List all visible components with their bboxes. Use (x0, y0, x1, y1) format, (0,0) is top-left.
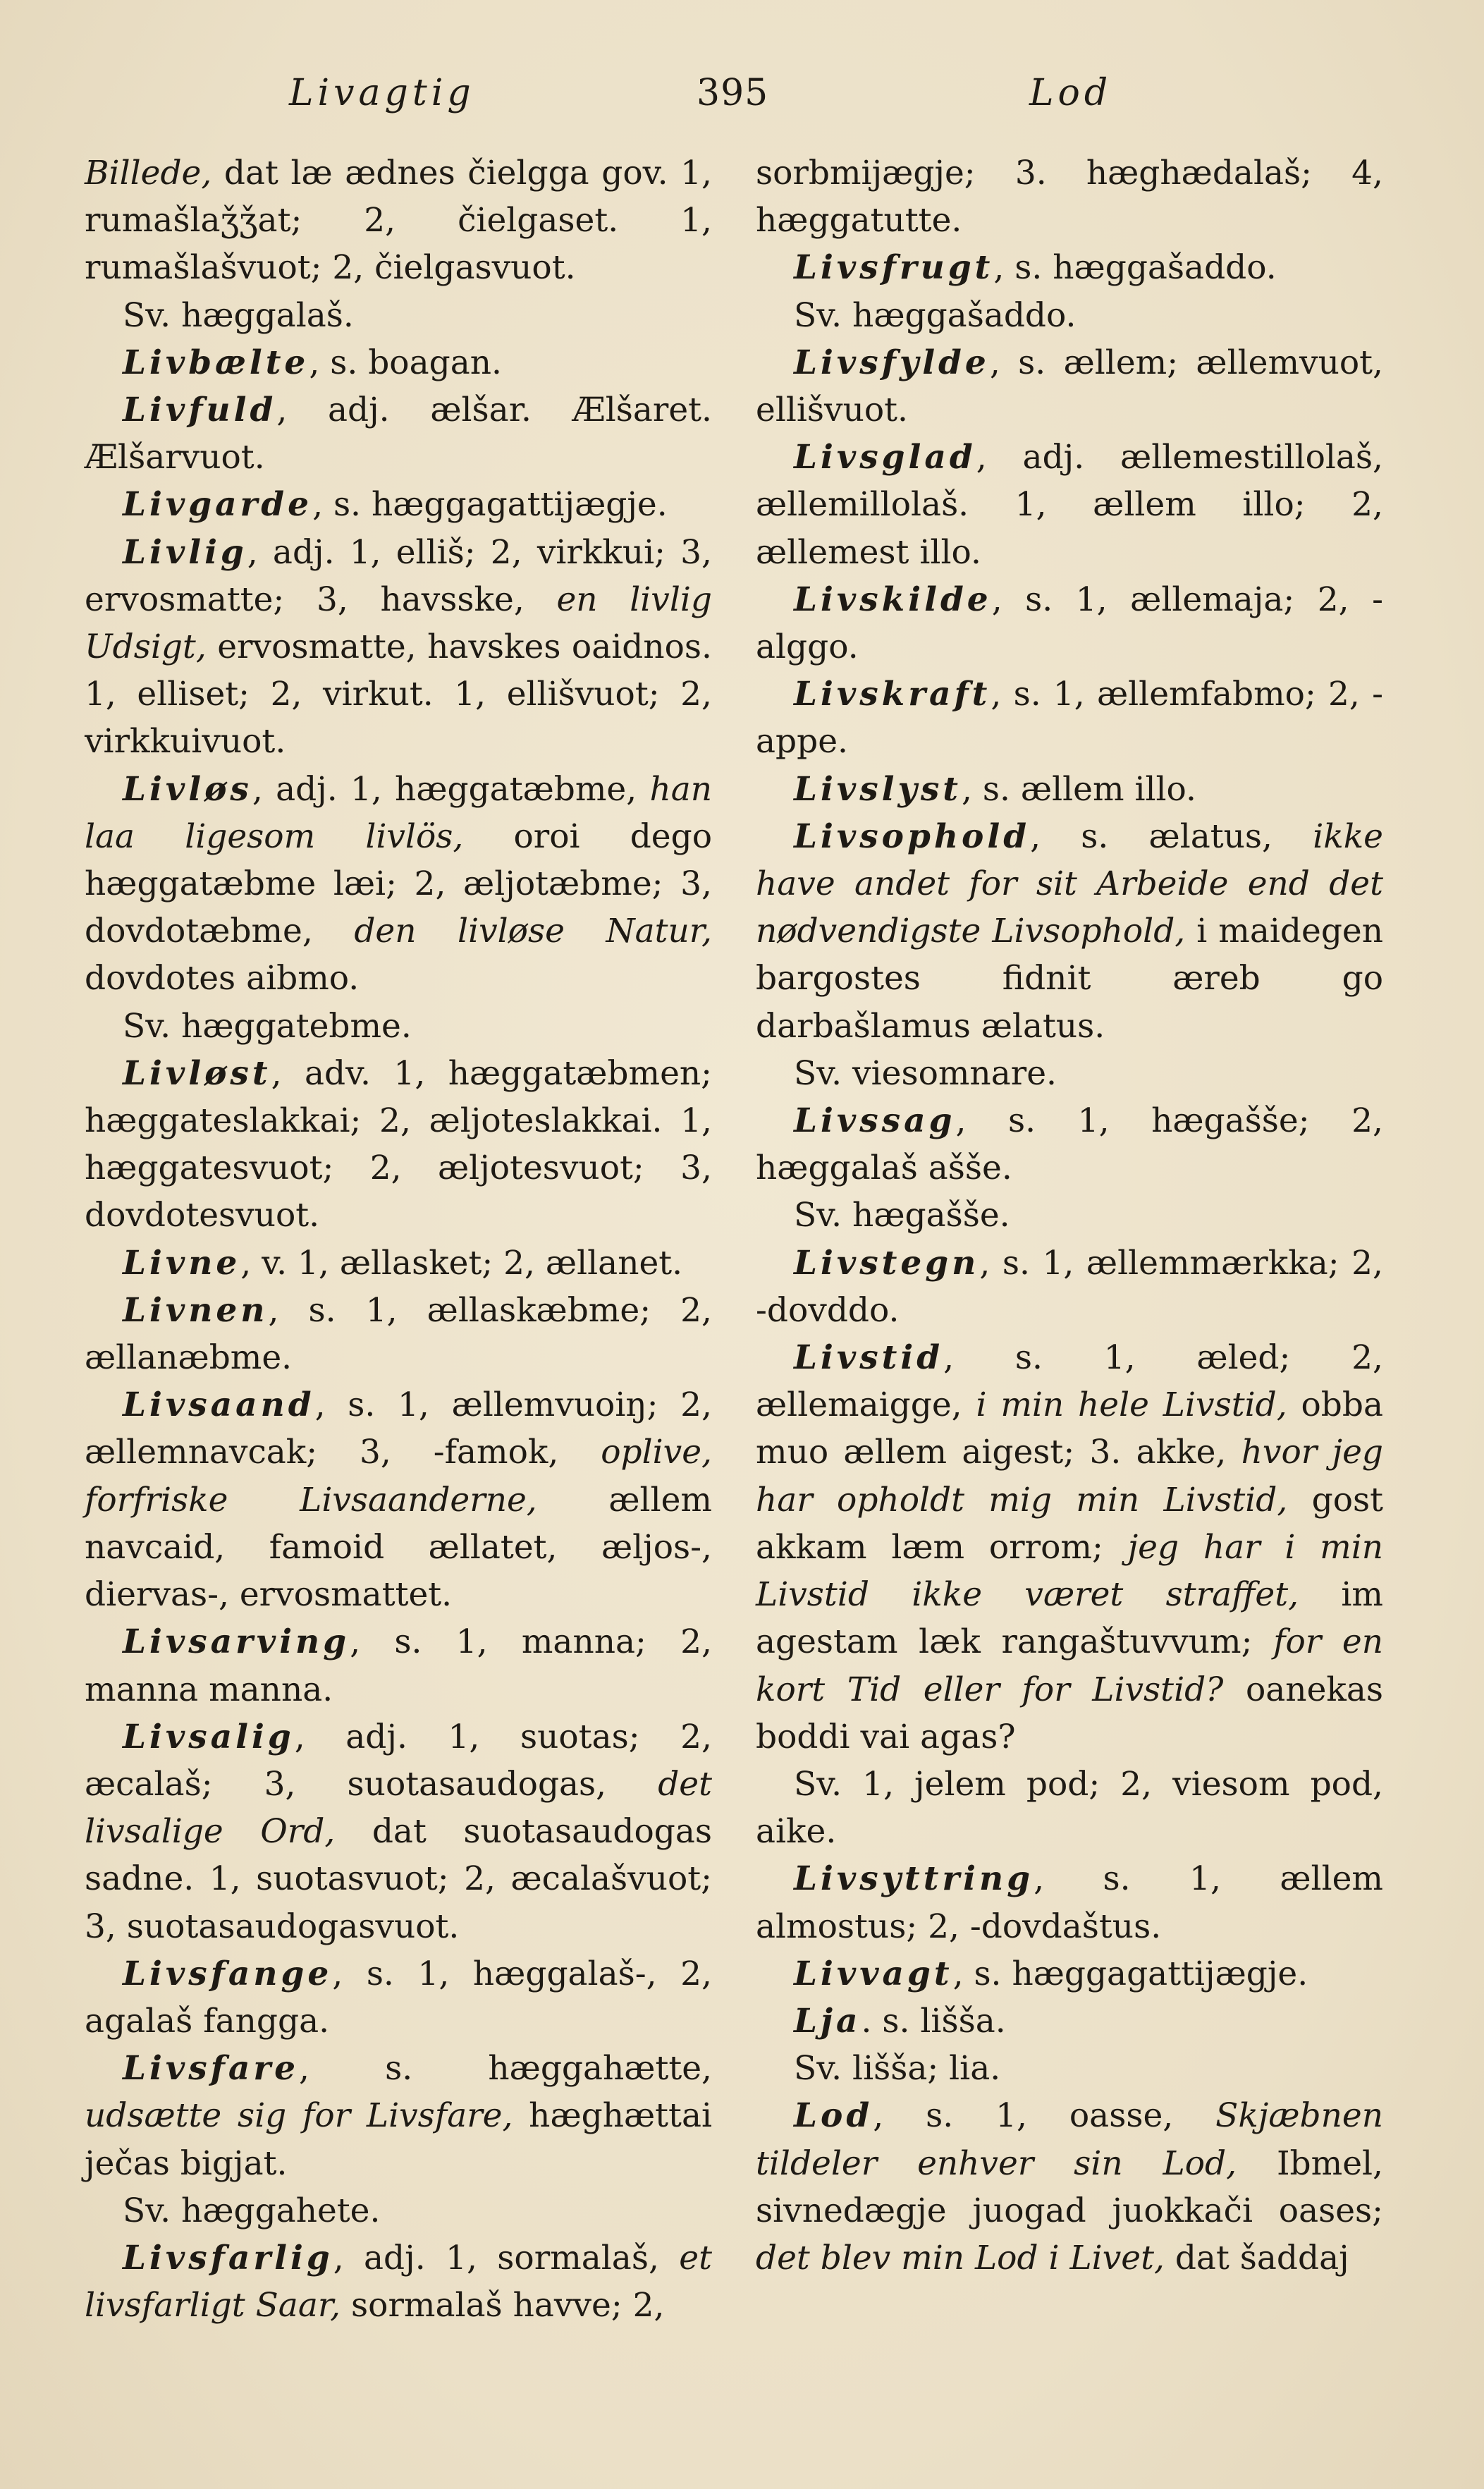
dictionary-entry (756, 292, 1383, 339)
entry-text: , s. 1, hæggalaš-, 2, agalaš fangga. (85, 1954, 712, 2041)
dictionary-entry (756, 149, 1383, 244)
entry-text: , s. 1, oasse, (873, 2096, 1216, 2136)
dictionary-entry (85, 481, 712, 528)
dictionary-entry (756, 1192, 1383, 1239)
headword: Livstid (794, 1338, 944, 1378)
headword: Livne (123, 1243, 241, 1283)
dictionary-entry (85, 529, 712, 766)
dictionary-entry (85, 766, 712, 1003)
entry-text: hæghættai ječas bigjat. (85, 2096, 712, 2183)
entry-text: , s. hæggahætte, (299, 2049, 712, 2089)
example-phrase: ikke have andet for sit Arbeide end det nødvendigste Livsophold, (756, 817, 1383, 951)
entry-text: . s. lišša. (861, 2001, 1006, 2041)
headword: Livbælte (123, 343, 309, 382)
dictionary-entry (756, 671, 1383, 765)
headword: Livssag (794, 1101, 956, 1141)
dictionary-entry (756, 1334, 1383, 1761)
example-phrase: Skjæbnen tildeler enhver sin Lod, (756, 2096, 1383, 2183)
running-header (0, 65, 1484, 121)
entry-text: , s. ællem; ællemvuot, ellišvuot. (756, 343, 1383, 430)
entry-text: , s. 1, ællem almostus; 2, -dovdaštus. (756, 1859, 1383, 1946)
headword: Livsaand (123, 1386, 315, 1425)
entry-text: , s. 1, ællemmærkka; 2, -dovddo. (756, 1243, 1383, 1330)
entry-text: dat šaddaj (1164, 2238, 1349, 2277)
entry-text: Sv. viesomnare. (794, 1053, 1057, 1093)
entry-text: oanekas boddi vai agas? (756, 1670, 1383, 1756)
headword: Livsyttring (794, 1859, 1034, 1899)
example-phrase: det livsalige Ord, (85, 1764, 712, 1852)
entry-text: , s. hæggašaddo. (993, 248, 1277, 288)
dictionary-entry (85, 2187, 712, 2234)
dictionary-entry (756, 1761, 1383, 1855)
right-column (756, 149, 1383, 2282)
entry-text: dat læ ædnes čielgga gov. 1, rumašlaǯǯat; 2, čielgaset. 1, rumašlašvuot; 2, čielgasvuot. (85, 154, 712, 288)
dictionary-entry (85, 1050, 712, 1240)
entry-text: dat suotasaudogas sadne. 1, suotasvuot; 2, æcalašvuot; 3, suotasaudogasvuot. (85, 1812, 712, 1946)
entry-text: , adj. 1, elliš; 2, virkkui; 3, ervosmatte; 3, havsske, (85, 532, 712, 619)
example-phrase: det blev min Lod i Livet, (756, 2238, 1165, 2277)
example-phrase: et livsfarligt Saar, (85, 2238, 712, 2325)
dictionary-entry (756, 1240, 1383, 1334)
headword: Livsfare (123, 2049, 300, 2089)
example-phrase: han laa ligesom livlös, (85, 769, 712, 856)
dictionary-entry (756, 339, 1383, 434)
headword: Livsfarlig (123, 2238, 333, 2277)
entry-text: Sv. hæggahete. (123, 2191, 381, 2230)
dictionary-entry (85, 1950, 712, 2045)
headword: Livløst (123, 1053, 271, 1093)
left-column (85, 149, 712, 2329)
headword: Livvagt (794, 1954, 953, 1993)
headword: Livgarde (123, 485, 313, 525)
entry-text: , s. boagan. (309, 343, 502, 382)
headword: Livstegn (794, 1243, 980, 1283)
entry-text: Sv. lišša; lia. (794, 2049, 1001, 2089)
entry-text: im agestam læk rangaštuvvum; (756, 1575, 1383, 1662)
entry-text: , s. ælatus, (1030, 817, 1313, 856)
headword: Livslyst (794, 769, 962, 809)
dictionary-entry (85, 386, 712, 481)
headword: Lod (794, 2096, 873, 2136)
entry-text: , adv. 1, hæggatæbmen; hæggateslakkai; 2, æljoteslakkai. 1, hæggatesvuot; 2, æljotesvuot; 3, dovdotesvuot. (85, 1053, 712, 1235)
entry-text: sorbmijægje; 3. hæghædalaš; 4, hæggatutte. (756, 154, 1383, 240)
entry-text: , adj. ælšar. Ælšaret. Ælšarvuot. (85, 391, 712, 477)
example-phrase: den livløse Natur, (354, 912, 712, 951)
dictionary-entry (756, 766, 1383, 813)
dictionary-entry (756, 2045, 1383, 2092)
headword: Lja (794, 2001, 861, 2041)
headword: Livsalig (123, 1717, 295, 1756)
headword: Livsfrugt (794, 248, 994, 288)
dictionary-entry (85, 1287, 712, 1381)
entry-text: ællem navcaid, famoid ællatet, æljos-, diervas-, ervosmattet. (85, 1480, 712, 1615)
headword: Livsfylde (794, 343, 990, 382)
dictionary-entry (85, 1240, 712, 1287)
entry-text: Sv. 1, jelem pod; 2, viesom pod, aike. (756, 1764, 1383, 1852)
headword: Livsglad (794, 438, 976, 477)
dictionary-entry (85, 149, 712, 292)
dictionary-entry (85, 2234, 712, 2329)
entry-text: , adj. 1, suotas; 2, æcalaš; 3, suotasaudogas, (85, 1717, 712, 1804)
dictionary-entry (756, 1998, 1383, 2045)
entry-text: , s. 1, manna; 2, manna manna. (85, 1622, 712, 1709)
headword: Livnen (123, 1290, 269, 1330)
entry-text: Sv. hæggašaddo. (794, 295, 1077, 335)
example-phrase: i min hele Livstid, (976, 1386, 1287, 1425)
entry-text: Sv. hæggatebme. (123, 1006, 412, 1046)
entry-text: oroi dego hæggatæbme læi; 2, æljotæbme; 3, dovdotæbme, (85, 817, 712, 951)
dictionary-entry (756, 1097, 1383, 1192)
entry-text: sormalaš havve; 2, (341, 2286, 665, 2325)
example-phrase: Billede, (85, 154, 212, 192)
entry-text: ervosmatte, havskes oaidnos. 1, elliset; 2, virkut. 1, ellišvuot; 2, virkkuivuot. (85, 628, 712, 762)
entry-text: , s. hæggagattijægje. (952, 1954, 1308, 1993)
example-phrase: en livlig Udsigt, (85, 580, 712, 667)
entry-text: , s. 1, hægašše; 2, hæggalaš ašše. (756, 1101, 1383, 1188)
headword: Livskilde (794, 580, 992, 619)
entry-text: , s. ællem illo. (962, 769, 1196, 809)
headword: Livsophold (794, 817, 1031, 856)
headword: Livfuld (123, 391, 277, 430)
entry-text: , v. 1, ællasket; 2, ællanet. (240, 1243, 683, 1283)
example-phrase: oplive, forfriske Livsaanderne, (85, 1433, 712, 1519)
entry-text: , adj. 1, hæggatæbme, (252, 769, 650, 809)
page-number: 395 (697, 72, 769, 114)
entry-text: Sv. hægašše. (794, 1196, 1010, 1235)
dictionary-entry (85, 1381, 712, 1618)
example-phrase: for en kort Tid eller for Livstid? (756, 1622, 1383, 1709)
header-right-guideword: Lod (1029, 72, 1112, 114)
entry-text: , adj. 1, sormalaš, (333, 2238, 680, 2277)
entry-text: obba muo ællem aigest; 3. akke, (756, 1386, 1384, 1472)
dictionary-entry (756, 1050, 1383, 1097)
headword: Livskraft (794, 675, 991, 714)
dictionary-entry (756, 1855, 1383, 1950)
entry-text: , s. 1, ællemaja; 2, -alggo. (756, 580, 1383, 667)
entry-text: Ibmel, sivnedægje juogad juokkači oases; (756, 2144, 1383, 2230)
headword: Livsfange (123, 1954, 333, 1993)
example-phrase: jeg har i min Livstid ikke været straffet, (756, 1527, 1383, 1615)
dictionary-entry (85, 292, 712, 339)
headword: Livsarving (123, 1622, 350, 1662)
entry-text: , s. 1, ællemfabmo; 2, -appe. (756, 675, 1383, 762)
dictionary-entry (85, 339, 712, 386)
dictionary-entry (756, 813, 1383, 1050)
entry-text: dovdotes aibmo. (85, 959, 360, 998)
example-phrase: hvor jeg har opholdt mig min Livstid, (756, 1433, 1383, 1519)
dictionary-entry (85, 1713, 712, 1950)
entry-text: , s. 1, ællaskæbme; 2, ællanæbme. (85, 1290, 712, 1378)
entry-text: , s. 1, ællemvuoiŋ; 2, ællemnavcak; 3, -famok, (85, 1386, 712, 1472)
entry-text: , s. 1, æled; 2, ællemaigge, (756, 1338, 1383, 1425)
entry-text: gost akkam læm orrom; (756, 1480, 1383, 1567)
entry-text: i maidegen bargostes fidnit æreb go darbašlamus ælatus. (756, 912, 1383, 1046)
entry-text: , adj. ællemestillolaš, ællemillolaš. 1, ællem illo; 2, ællemest illo. (756, 438, 1383, 572)
entry-text: Sv. hæggalaš. (123, 295, 354, 335)
headword: Livløs (123, 769, 252, 809)
entry-text: , s. hæggagattijægje. (312, 485, 668, 525)
dictionary-entry (85, 2045, 712, 2187)
dictionary-entry (85, 1003, 712, 1050)
dictionary-entry (756, 576, 1383, 671)
dictionary-entry (756, 434, 1383, 576)
dictionary-entry (756, 2092, 1383, 2282)
headword: Livlig (123, 532, 247, 572)
dictionary-entry (756, 244, 1383, 291)
dictionary-entry (85, 1618, 712, 1713)
example-phrase: udsætte sig for Livsfare, (85, 2096, 513, 2136)
header-left-guideword: Livagtig (289, 72, 475, 114)
dictionary-entry (756, 1950, 1383, 1998)
